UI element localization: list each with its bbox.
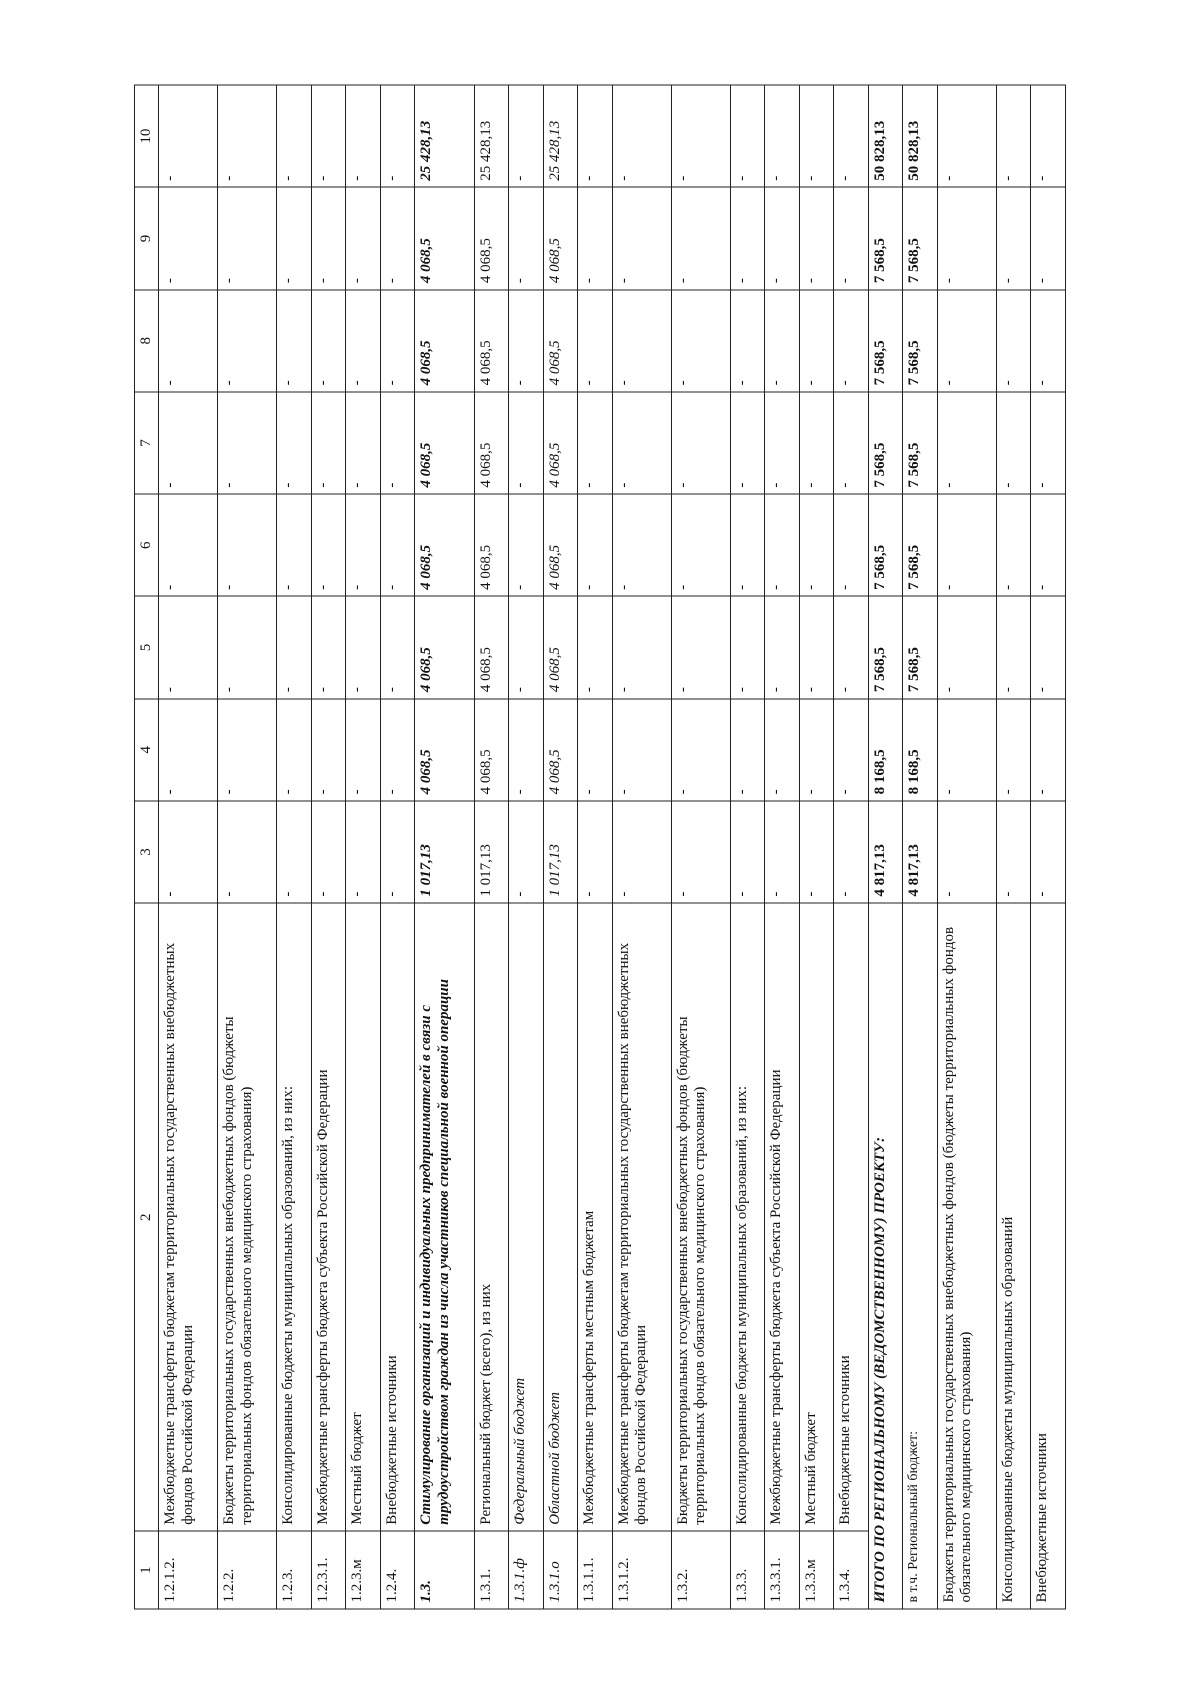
value-cell: 4 068,5 [474, 494, 509, 596]
value-cell: - [346, 699, 381, 801]
table-header [135, 85, 159, 1609]
value-cell: - [311, 494, 346, 596]
value-cell: - [996, 596, 1031, 698]
value-cell: - [159, 290, 218, 392]
value-cell: - [1031, 699, 1066, 801]
value-cell: 7 568,5 [868, 596, 903, 698]
table-row [671, 85, 730, 1609]
value-cell: - [996, 699, 1031, 801]
value-cell: - [346, 290, 381, 392]
value-cell: - [218, 699, 277, 801]
value-cell: - [799, 494, 834, 596]
value-cell: - [671, 290, 730, 392]
value-cell: - [1031, 85, 1066, 187]
value-cell: 1 017,13 [543, 801, 578, 903]
summary-row [937, 85, 996, 1609]
value-cell: - [671, 85, 730, 187]
value-cell: - [671, 596, 730, 698]
row-code: 1.3.1.2. [612, 1531, 671, 1609]
table-row [474, 85, 509, 1609]
value-cell: - [509, 290, 544, 392]
value-cell: - [612, 596, 671, 698]
value-cell: - [159, 392, 218, 494]
table-row [612, 85, 671, 1609]
value-cell: - [996, 801, 1031, 903]
value-cell: - [799, 699, 834, 801]
value-cell: - [218, 187, 277, 289]
row-name: Консолидированные бюджеты муниципальных образований, из них: [730, 903, 765, 1531]
header-cell: 8 [135, 290, 159, 392]
value-cell: - [765, 494, 800, 596]
value-cell: - [730, 187, 765, 289]
table-body [159, 85, 1066, 1609]
value-cell: - [765, 392, 800, 494]
value-cell: - [277, 85, 312, 187]
table-row [543, 85, 578, 1609]
value-cell: - [346, 494, 381, 596]
row-name: Местный бюджет [346, 903, 381, 1531]
row-name: Межбюджетные трансферты бюджетам территориальных государственных внебюджетных фондов Российской Федерации [159, 903, 218, 1531]
value-cell: 7 568,5 [903, 596, 938, 698]
row-code: 1.3. [415, 1531, 474, 1609]
row-code: 1.2.1.2. [159, 1531, 218, 1609]
row-name: Федеральный бюджет [509, 903, 544, 1531]
value-cell: 25 428,13 [415, 85, 474, 187]
table-row [578, 85, 613, 1609]
value-cell: - [765, 699, 800, 801]
value-cell: - [509, 801, 544, 903]
value-cell: - [1031, 392, 1066, 494]
value-cell: - [509, 187, 544, 289]
value-cell: - [834, 290, 869, 392]
value-cell: - [799, 290, 834, 392]
value-cell: 1 017,13 [474, 801, 509, 903]
row-name: Межбюджетные трансферты местным бюджетам [578, 903, 613, 1531]
summary-label: Внебюджетные источники [1031, 903, 1066, 1609]
value-cell: - [218, 494, 277, 596]
header-cell: 10 [135, 85, 159, 187]
value-cell: - [937, 85, 996, 187]
value-cell: 4 068,5 [474, 187, 509, 289]
value-cell: 4 068,5 [415, 290, 474, 392]
table-row [346, 85, 381, 1609]
value-cell: - [834, 596, 869, 698]
value-cell: - [578, 187, 613, 289]
value-cell: - [578, 85, 613, 187]
value-cell: - [765, 85, 800, 187]
header-cell: 3 [135, 801, 159, 903]
value-cell: - [612, 494, 671, 596]
value-cell: - [218, 392, 277, 494]
header-cell: 5 [135, 596, 159, 698]
value-cell: 4 068,5 [474, 290, 509, 392]
header-row [135, 85, 159, 1609]
summary-row [868, 85, 903, 1609]
value-cell: - [159, 699, 218, 801]
value-cell: - [380, 187, 415, 289]
value-cell: 50 828,13 [903, 85, 938, 187]
row-code: 1.2.2. [218, 1531, 277, 1609]
value-cell: 7 568,5 [868, 290, 903, 392]
value-cell: - [509, 392, 544, 494]
value-cell: 25 428,13 [543, 85, 578, 187]
value-cell: - [380, 85, 415, 187]
value-cell: 4 817,13 [868, 801, 903, 903]
value-cell: 4 068,5 [543, 187, 578, 289]
value-cell: - [159, 187, 218, 289]
value-cell: - [612, 699, 671, 801]
value-cell: - [765, 596, 800, 698]
table-row [311, 85, 346, 1609]
value-cell: - [937, 392, 996, 494]
value-cell: - [578, 801, 613, 903]
value-cell: - [799, 85, 834, 187]
value-cell: - [730, 699, 765, 801]
row-code: 1.3.1.1. [578, 1531, 613, 1609]
value-cell: - [277, 392, 312, 494]
value-cell: - [937, 187, 996, 289]
value-cell: - [509, 699, 544, 801]
value-cell: - [937, 801, 996, 903]
value-cell: 4 068,5 [543, 494, 578, 596]
value-cell: - [612, 392, 671, 494]
table-row [415, 85, 474, 1609]
value-cell: 7 568,5 [868, 392, 903, 494]
value-cell: - [311, 187, 346, 289]
row-name: Бюджеты территориальных государственных внебюджетных фондов (бюджеты территориальных фондов обязательного медицинского страхования) [218, 903, 277, 1531]
row-name: Местный бюджет [799, 903, 834, 1531]
row-name: Межбюджетные трансферты бюджетам территориальных государственных внебюджетных фондов Российской Федерации [612, 903, 671, 1531]
value-cell: 7 568,5 [903, 290, 938, 392]
value-cell: - [159, 801, 218, 903]
value-cell: - [671, 187, 730, 289]
table-row [765, 85, 800, 1609]
value-cell: 1 017,13 [415, 801, 474, 903]
value-cell: - [834, 699, 869, 801]
header-cell: 7 [135, 392, 159, 494]
value-cell: - [578, 290, 613, 392]
value-cell: - [799, 596, 834, 698]
table-row [218, 85, 277, 1609]
row-code: 1.2.3.1. [311, 1531, 346, 1609]
value-cell: - [996, 85, 1031, 187]
value-cell: - [346, 392, 381, 494]
value-cell: 4 068,5 [415, 187, 474, 289]
value-cell: - [380, 392, 415, 494]
value-cell: - [311, 290, 346, 392]
value-cell: - [311, 801, 346, 903]
value-cell: - [799, 392, 834, 494]
row-code: 1.3.4. [834, 1531, 869, 1609]
value-cell: - [509, 85, 544, 187]
value-cell: - [996, 392, 1031, 494]
value-cell: - [765, 187, 800, 289]
value-cell: - [509, 596, 544, 698]
value-cell: - [311, 596, 346, 698]
value-cell: - [730, 392, 765, 494]
summary-label: в т.ч. Региональный бюджет: [903, 903, 938, 1609]
summary-row [996, 85, 1031, 1609]
row-name: Региональный бюджет (всего), из них [474, 903, 509, 1531]
table-row [277, 85, 312, 1609]
value-cell: - [671, 494, 730, 596]
value-cell: - [380, 290, 415, 392]
value-cell: - [578, 699, 613, 801]
value-cell: - [996, 494, 1031, 596]
value-cell: - [1031, 596, 1066, 698]
value-cell: - [218, 290, 277, 392]
summary-label: Бюджеты территориальных государственных внебюджетных фондов (бюджеты территориальных фондов обязательного медицинского страхования) [937, 903, 996, 1609]
table-row [159, 85, 218, 1609]
value-cell: - [834, 187, 869, 289]
value-cell: 4 068,5 [543, 699, 578, 801]
header-cell: 9 [135, 187, 159, 289]
row-name: Межбюджетные трансферты бюджета субъекта Российской Федерации [311, 903, 346, 1531]
value-cell: - [730, 290, 765, 392]
value-cell: 4 068,5 [415, 494, 474, 596]
value-cell: 7 568,5 [903, 187, 938, 289]
row-name: Бюджеты территориальных государственных внебюджетных фондов (бюджеты территориальных фондов обязательного медицинского страхования) [671, 903, 730, 1531]
value-cell: 25 428,13 [474, 85, 509, 187]
value-cell: - [277, 290, 312, 392]
value-cell: - [730, 494, 765, 596]
value-cell: - [509, 494, 544, 596]
value-cell: - [578, 392, 613, 494]
value-cell: - [380, 699, 415, 801]
value-cell: - [218, 596, 277, 698]
row-code: 1.2.3.м [346, 1531, 381, 1609]
value-cell: - [380, 596, 415, 698]
value-cell: - [277, 494, 312, 596]
value-cell: 4 068,5 [543, 392, 578, 494]
row-code: 1.3.1.о [543, 1531, 578, 1609]
row-code: 1.3.1. [474, 1531, 509, 1609]
value-cell: 4 068,5 [543, 596, 578, 698]
row-code: 1.3.3.м [799, 1531, 834, 1609]
value-cell: 50 828,13 [868, 85, 903, 187]
value-cell: - [346, 596, 381, 698]
value-cell: - [730, 596, 765, 698]
value-cell: - [311, 699, 346, 801]
value-cell: - [1031, 187, 1066, 289]
value-cell: - [765, 801, 800, 903]
row-name: Стимулирование организаций и индивидуальных предпринимателей в связи с трудоустройством граждан из числа участников специальной военной операции [415, 903, 474, 1531]
value-cell: 8 168,5 [903, 699, 938, 801]
value-cell: - [612, 290, 671, 392]
value-cell: - [937, 596, 996, 698]
value-cell: - [730, 85, 765, 187]
value-cell: 7 568,5 [868, 494, 903, 596]
row-name: Внебюджетные источники [834, 903, 869, 1531]
value-cell: 4 817,13 [903, 801, 938, 903]
budget-table [134, 85, 1066, 1610]
value-cell: - [937, 290, 996, 392]
value-cell: - [159, 494, 218, 596]
value-cell: - [346, 187, 381, 289]
value-cell: - [380, 494, 415, 596]
summary-label: Консолидированные бюджеты муниципальных образований [996, 903, 1031, 1609]
row-code: 1.2.3. [277, 1531, 312, 1609]
table-row [799, 85, 834, 1609]
value-cell: 8 168,5 [868, 699, 903, 801]
value-cell: - [346, 85, 381, 187]
value-cell: - [612, 801, 671, 903]
header-cell: 4 [135, 699, 159, 801]
row-name: Внебюджетные источники [380, 903, 415, 1531]
value-cell: 4 068,5 [415, 699, 474, 801]
header-cell: 1 [135, 1531, 159, 1609]
table-row [509, 85, 544, 1609]
value-cell: - [834, 494, 869, 596]
value-cell: - [671, 801, 730, 903]
row-name: Межбюджетные трансферты бюджета субъекта Российской Федерации [765, 903, 800, 1531]
value-cell: - [834, 85, 869, 187]
row-name: Консолидированные бюджеты муниципальных образований, из них: [277, 903, 312, 1531]
table-row [380, 85, 415, 1609]
value-cell: - [159, 85, 218, 187]
value-cell: 4 068,5 [415, 392, 474, 494]
value-cell: - [612, 187, 671, 289]
value-cell: - [834, 392, 869, 494]
value-cell: - [799, 801, 834, 903]
row-code: 1.3.2. [671, 1531, 730, 1609]
value-cell: 4 068,5 [474, 699, 509, 801]
row-code: 1.2.4. [380, 1531, 415, 1609]
table-row [834, 85, 869, 1609]
value-cell: - [159, 596, 218, 698]
summary-row [903, 85, 938, 1609]
table-row [730, 85, 765, 1609]
value-cell: - [311, 392, 346, 494]
value-cell: 7 568,5 [868, 187, 903, 289]
value-cell: - [578, 596, 613, 698]
row-code: 1.3.3.1. [765, 1531, 800, 1609]
value-cell: - [799, 187, 834, 289]
value-cell: 7 568,5 [903, 494, 938, 596]
row-code: 1.3.1.ф [509, 1531, 544, 1609]
value-cell: 7 568,5 [903, 392, 938, 494]
value-cell: - [380, 801, 415, 903]
row-code: 1.3.3. [730, 1531, 765, 1609]
value-cell: - [730, 801, 765, 903]
header-cell: 6 [135, 494, 159, 596]
value-cell: - [1031, 494, 1066, 596]
value-cell: - [671, 699, 730, 801]
value-cell: 4 068,5 [415, 596, 474, 698]
value-cell: - [277, 596, 312, 698]
value-cell: - [671, 392, 730, 494]
value-cell: - [937, 699, 996, 801]
value-cell: - [578, 494, 613, 596]
value-cell: - [612, 85, 671, 187]
row-name: Областной бюджет [543, 903, 578, 1531]
header-cell: 2 [135, 903, 159, 1531]
value-cell: - [765, 290, 800, 392]
value-cell: - [218, 801, 277, 903]
value-cell: - [937, 494, 996, 596]
value-cell: - [218, 85, 277, 187]
value-cell: - [311, 85, 346, 187]
value-cell: - [996, 290, 1031, 392]
value-cell: - [277, 801, 312, 903]
value-cell: - [277, 699, 312, 801]
value-cell: 4 068,5 [474, 596, 509, 698]
value-cell: 4 068,5 [543, 290, 578, 392]
value-cell: 4 068,5 [474, 392, 509, 494]
value-cell: - [834, 801, 869, 903]
summary-row [1031, 85, 1066, 1609]
value-cell: - [996, 187, 1031, 289]
value-cell: - [346, 801, 381, 903]
value-cell: - [1031, 290, 1066, 392]
summary-label: ИТОГО ПО РЕГИОНАЛЬНОМУ (ВЕДОМСТВЕННОМУ) ПРОЕКТУ: [868, 903, 903, 1609]
value-cell: - [277, 187, 312, 289]
value-cell: - [1031, 801, 1066, 903]
